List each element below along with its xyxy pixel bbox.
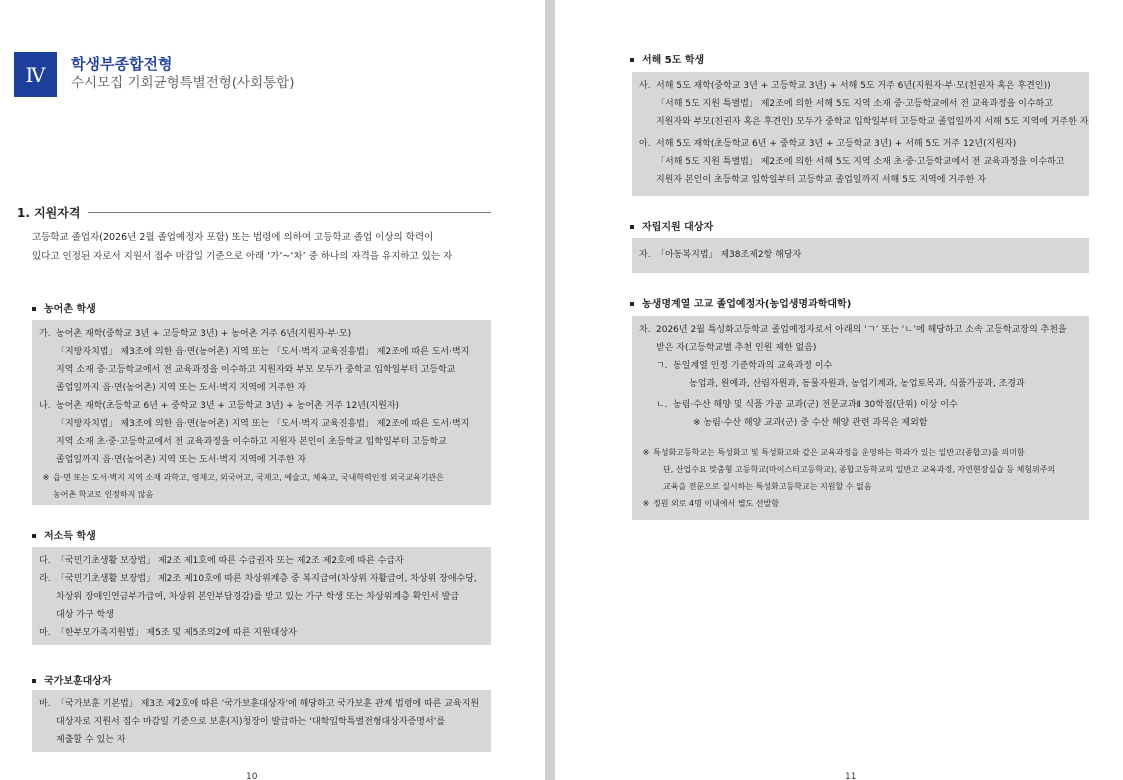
farm-criteria-box xyxy=(32,320,491,505)
criterion-item: 바. 「국가보훈 기본법」 제3조 제2호에 따른 ‘국가보훈대상자’에 해당하고 국가보훈 관계 법령에 따른 교육지원 대상자로 지원서 접수 마감일 기준으로 보훈(지)청장이 발급하는 ‘대학입학특별전형대상자증명서’를 제출할 수 있는 자 xyxy=(39,699,480,745)
agri-note: ※ 특성화고등학교는 특성화고 및 특성화고와 같은 교육과정을 운영하는 학과가 있는 일반고(종합고)를 의미함 단, 산업수요 맞춤형 고등학교(마이스터고등학교), 종합고등학교의 일반고 교육과정, 자연현장실습 등 체험위주의 교육을 전문으로 실시하는 특성화고등학교는 지원할 수 없음 xyxy=(642,448,1056,491)
chapter-title: 학생부종합전형 xyxy=(71,55,173,73)
criterion-item: 다. 「국민기초생활 보장법」 제2조 제1호에 따른 수급권자 또는 제2조 제2호에 따른 수급자 xyxy=(39,556,404,566)
square-bullet-icon xyxy=(630,58,634,62)
right-page xyxy=(555,0,1123,780)
square-bullet-icon xyxy=(32,534,36,538)
criterion-item: 가. 농어촌 재학(중학교 3년 + 고등학교 3년) + 농어촌 거주 6년(지원자·부·모) 「지방자치법」 제3조에 의한 읍·면(농어촌) 지역 또는 「도서·벽지 교육진흥법」 제2조에 따른 도서·벽지 지역 소재 중·고등학교에서 전 교육과정을 이수하고 지원자와 부모 모두가 중학교 입학일부터 고등학교 졸업일까지 읍·면(농어촌) 지역 또는 도서·벽지 지역에 거주한 자 xyxy=(39,329,470,393)
seohae-criteria-box xyxy=(632,72,1089,196)
section-intro: 고등학교 졸업자(2026년 2월 졸업예정자 포함) 또는 법령에 의하여 고등학교 졸업 이상의 학력이 있다고 인정된 자로서 지원서 접수 마감일 기준으로 아래 ‘가’~‘차’ 중 하나의 자격을 유지하고 있는 자 xyxy=(32,232,453,262)
section-heading xyxy=(17,204,491,221)
section-divider xyxy=(88,212,491,213)
chapter-header xyxy=(14,52,294,97)
veteran-criteria-box xyxy=(32,690,491,752)
square-bullet-icon xyxy=(32,307,36,311)
page-number: 10 xyxy=(246,772,258,780)
subsection-heading-seohae: 서해 5도 학생 xyxy=(630,51,704,66)
agri-criteria-box xyxy=(632,316,1089,520)
subsection-heading-lowincome: 저소득 학생 xyxy=(32,527,96,542)
criterion-item: 나. 농어촌 재학(초등학교 6년 + 중학교 3년 + 고등학교 3년) + 농어촌 거주 12년(지원자) 「지방자치법」 제3조에 의한 읍·면(농어촌) 지역 또는 「도서·벽지 교육진흥법」 제2조에 따른 도서·벽지 지역 소재 초·중·고등학교에서 전 교육과정을 이수하고 지원자 본인이 초등학교 입학일부터 고등학교 졸업일까지 읍·면(농어촌) 지역 또는 도서·벽지 지역에 거주한 자 xyxy=(39,401,470,465)
square-bullet-icon xyxy=(630,225,634,229)
lowincome-criteria-box xyxy=(32,547,491,645)
farm-note: ※ 읍·면 또는 도서·벽지 지역 소재 과학고, 영재고, 외국어고, 국제고, 예술고, 체육고, 국내학력인정 외국교육기관은 농어촌 학교로 인정하지 않음 xyxy=(42,473,444,499)
subsection-heading-farm: 농어촌 학생 xyxy=(32,300,96,315)
criterion-item: 라. 「국민기초생활 보장법」 제2조 제10호에 따른 차상위계층 중 복지급여(차상위 자활급여, 차상위 장애수당, 차상위 장애인연금부가급여, 차상위 본인부담경감)를 받고 있는 가구 학생 또는 차상위계층 확인서 발급 대상 가구 학생 xyxy=(39,574,477,620)
chapter-subtitle: 수시모집 기회균형특별전형(사회통합) xyxy=(71,75,295,91)
left-page xyxy=(0,0,545,780)
square-bullet-icon xyxy=(32,679,36,683)
subsection-heading-veteran: 국가보훈대상자 xyxy=(32,672,112,687)
criterion-item: 사. 서해 5도 재학(중학교 3년 + 고등학교 3년) + 서해 5도 거주 6년(지원자·부·모(친권자 혹은 후견인)) 「서해 5도 지원 특별법」 제2조에 의한 서해 5도 지역 소재 중·고등학교에서 전 교육과정을 이수하고 지원자와 부모(친권자 혹은 후견인) 모두가 중학교 입학일부터 고등학교 졸업일까지 서해 5도 지역에 거주한 자 xyxy=(639,81,1089,127)
sub-criterion-a: ㄱ. 동일계열 인정 기준학과의 교육과정 이수 농업과, 원예과, 산림자원과, 동물자원과, 농업기계과, 농업토목과, 식품가공과, 조경과 xyxy=(656,361,1025,389)
subsection-heading-selfreliance: 자립지원 대상자 xyxy=(630,218,713,233)
page-number: 11 xyxy=(845,772,857,780)
selfreliance-criteria-box xyxy=(632,238,1089,273)
section-title: 1. 지원자격 xyxy=(17,206,81,220)
criterion-item: 마. 「한부모가족지원법」 제5조 및 제5조의2에 따른 지원대상자 xyxy=(39,628,297,638)
criterion-item: 차. 2026년 2월 특성화고등학교 졸업예정자로서 아래의 ‘ㄱ’ 또는 ‘ㄴ’에 해당하고 소속 고등학교장의 추천을 받은 자(고등학교별 추천 인원 제한 없음) xyxy=(639,325,1067,353)
subsection-heading-agri: 농생명계열 고교 졸업예정자(농업생명과학대학) xyxy=(630,295,851,310)
criterion-item: 아. 서해 5도 재학(초등학교 6년 + 중학교 3년 + 고등학교 3년) + 서해 5도 거주 12년(지원자) 「서해 5도 지원 특별법」 제2조에 의한 서해 5도 지역 소재 초·중·고등학교에서 전 교육과정을 이수하고 지원자 본인이 초등학교 입학일부터 고등학교 졸업일까지 서해 5도 지역에 거주한 자 xyxy=(639,139,1065,185)
criterion-item: 자. 「아동복지법」 제38조제2항 해당자 xyxy=(639,250,802,260)
agri-note: ※ 정원 외로 4명 이내에서 별도 선발함 xyxy=(642,499,779,508)
chapter-number-badge: Ⅳ xyxy=(14,52,57,97)
square-bullet-icon xyxy=(630,302,634,306)
sub-criterion-b: ㄴ. 농림·수산 해양 및 식품 가공 교과(군) 전문교과Ⅱ 30학점(단위) 이상 이수 ※ 농림·수산 해양 교과(군) 중 수산 해양 관련 과목은 제외함 xyxy=(656,400,958,428)
page-gutter xyxy=(545,0,555,780)
